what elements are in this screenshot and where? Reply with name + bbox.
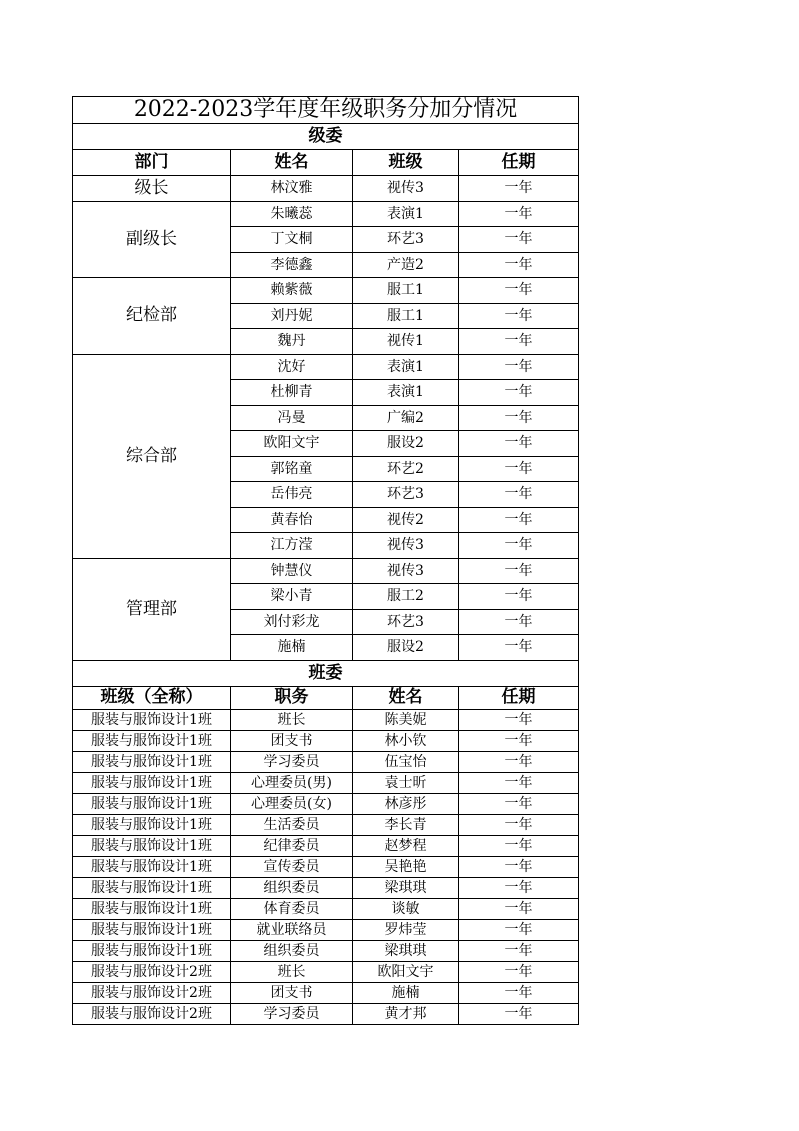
class-cell: 服设2 [353, 635, 459, 661]
class-cell: 视传3 [353, 558, 459, 584]
table-body [73, 97, 579, 1025]
dept-cell: 副级长 [73, 201, 231, 278]
class-cell: 环艺3 [353, 482, 459, 508]
table-row [73, 730, 579, 751]
name-cell: 梁琪琪 [353, 877, 459, 898]
name-cell: 杜柳青 [231, 380, 353, 406]
role-cell: 班长 [231, 961, 353, 982]
term-cell: 一年 [459, 982, 579, 1003]
table-row [73, 751, 579, 772]
role-cell: 生活委员 [231, 814, 353, 835]
name-cell: 沈好 [231, 354, 353, 380]
term-cell: 一年 [459, 709, 579, 730]
name-cell: 林彦彤 [353, 793, 459, 814]
term-cell: 一年 [459, 898, 579, 919]
term-cell: 一年 [459, 584, 579, 610]
name-cell: 罗炜莹 [353, 919, 459, 940]
column-header-name: 姓名 [231, 150, 353, 176]
term-cell: 一年 [459, 961, 579, 982]
class-cell: 视传2 [353, 507, 459, 533]
role-cell: 体育委员 [231, 898, 353, 919]
term-cell: 一年 [459, 482, 579, 508]
column-header-term: 任期 [459, 150, 579, 176]
term-cell: 一年 [459, 278, 579, 304]
column-header-class-full: 班级（全称） [73, 686, 231, 709]
class-full-cell: 服装与服饰设计1班 [73, 940, 231, 961]
section-title-grade-committee: 级委 [73, 124, 579, 150]
dept-cell: 纪检部 [73, 278, 231, 355]
name-cell: 赵梦程 [353, 835, 459, 856]
header-row [73, 150, 579, 176]
class-full-cell: 服装与服饰设计1班 [73, 919, 231, 940]
term-cell: 一年 [459, 730, 579, 751]
dept-cell: 管理部 [73, 558, 231, 660]
term-cell: 一年 [459, 201, 579, 227]
term-cell: 一年 [459, 227, 579, 253]
table-row [73, 856, 579, 877]
term-cell: 一年 [459, 507, 579, 533]
name-cell: 梁琪琪 [353, 940, 459, 961]
term-cell: 一年 [459, 919, 579, 940]
role-cell: 团支书 [231, 730, 353, 751]
term-cell: 一年 [459, 405, 579, 431]
name-cell: 施楠 [353, 982, 459, 1003]
name-cell: 魏丹 [231, 329, 353, 355]
name-cell: 吴艳艳 [353, 856, 459, 877]
class-cell: 表演1 [353, 380, 459, 406]
class-full-cell: 服装与服饰设计2班 [73, 982, 231, 1003]
table-row [73, 898, 579, 919]
term-cell: 一年 [459, 635, 579, 661]
term-cell: 一年 [459, 751, 579, 772]
class-cell: 表演1 [353, 201, 459, 227]
table-row [73, 354, 579, 380]
section-title-class-committee: 班委 [73, 660, 579, 686]
name-cell: 丁文桐 [231, 227, 353, 253]
term-cell: 一年 [459, 533, 579, 559]
class-cell: 服工1 [353, 278, 459, 304]
term-cell: 一年 [459, 793, 579, 814]
class-cell: 环艺3 [353, 227, 459, 253]
table-row [73, 772, 579, 793]
class-full-cell: 服装与服饰设计1班 [73, 751, 231, 772]
name-cell: 林汶雅 [231, 176, 353, 202]
term-cell: 一年 [459, 176, 579, 202]
term-cell: 一年 [459, 252, 579, 278]
term-cell: 一年 [459, 940, 579, 961]
table-row [73, 814, 579, 835]
role-cell: 宣传委员 [231, 856, 353, 877]
name-cell: 陈美妮 [353, 709, 459, 730]
role-cell: 纪律委员 [231, 835, 353, 856]
column-header-name: 姓名 [353, 686, 459, 709]
name-cell: 刘付彩龙 [231, 609, 353, 635]
name-cell: 朱曦蕊 [231, 201, 353, 227]
name-cell: 郭铭童 [231, 456, 353, 482]
table-row [73, 877, 579, 898]
class-cell: 服工2 [353, 584, 459, 610]
class-cell: 环艺2 [353, 456, 459, 482]
name-cell: 伍宝怡 [353, 751, 459, 772]
table-row [73, 961, 579, 982]
term-cell: 一年 [459, 329, 579, 355]
name-cell: 钟慧仪 [231, 558, 353, 584]
term-cell: 一年 [459, 835, 579, 856]
term-cell: 一年 [459, 303, 579, 329]
name-cell: 李德鑫 [231, 252, 353, 278]
name-cell: 岳伟亮 [231, 482, 353, 508]
table-row [73, 278, 579, 304]
class-cell: 视传1 [353, 329, 459, 355]
role-cell: 心理委员(男) [231, 772, 353, 793]
term-cell: 一年 [459, 431, 579, 457]
dept-cell: 级长 [73, 176, 231, 202]
table-row [73, 176, 579, 202]
table-row [73, 919, 579, 940]
term-cell: 一年 [459, 772, 579, 793]
term-cell: 一年 [459, 856, 579, 877]
dept-cell: 综合部 [73, 354, 231, 558]
name-cell: 黄春怡 [231, 507, 353, 533]
name-cell: 林小钦 [353, 730, 459, 751]
class-full-cell: 服装与服饰设计1班 [73, 793, 231, 814]
header-row [73, 686, 579, 709]
role-cell: 组织委员 [231, 877, 353, 898]
class-cell: 视传3 [353, 533, 459, 559]
name-cell: 李长青 [353, 814, 459, 835]
term-cell: 一年 [459, 1003, 579, 1024]
name-cell: 江方滢 [231, 533, 353, 559]
sheet-title: 2022-2023学年度年级职务分加分情况 [73, 97, 579, 124]
name-cell: 冯曼 [231, 405, 353, 431]
term-cell: 一年 [459, 558, 579, 584]
table-row [73, 201, 579, 227]
term-cell: 一年 [459, 456, 579, 482]
term-cell: 一年 [459, 814, 579, 835]
duty-score-table [72, 96, 579, 1025]
table-row [73, 1003, 579, 1024]
role-cell: 学习委员 [231, 751, 353, 772]
class-full-cell: 服装与服饰设计2班 [73, 961, 231, 982]
class-cell: 表演1 [353, 354, 459, 380]
role-cell: 学习委员 [231, 1003, 353, 1024]
class-full-cell: 服装与服饰设计1班 [73, 856, 231, 877]
term-cell: 一年 [459, 877, 579, 898]
class-full-cell: 服装与服饰设计1班 [73, 814, 231, 835]
class-full-cell: 服装与服饰设计1班 [73, 772, 231, 793]
name-cell: 欧阳文宇 [231, 431, 353, 457]
table-row [73, 940, 579, 961]
name-cell: 袁士昕 [353, 772, 459, 793]
column-header-role: 职务 [231, 686, 353, 709]
role-cell: 心理委员(女) [231, 793, 353, 814]
name-cell: 赖紫薇 [231, 278, 353, 304]
table-row [73, 793, 579, 814]
class-cell: 广编2 [353, 405, 459, 431]
column-header-dept: 部门 [73, 150, 231, 176]
class-full-cell: 服装与服饰设计1班 [73, 709, 231, 730]
class-cell: 服设2 [353, 431, 459, 457]
name-cell: 欧阳文宇 [353, 961, 459, 982]
term-cell: 一年 [459, 354, 579, 380]
spreadsheet [72, 96, 578, 1025]
role-cell: 组织委员 [231, 940, 353, 961]
column-header-term: 任期 [459, 686, 579, 709]
class-full-cell: 服装与服饰设计1班 [73, 898, 231, 919]
table-row [73, 709, 579, 730]
class-cell: 环艺3 [353, 609, 459, 635]
role-cell: 就业联络员 [231, 919, 353, 940]
name-cell: 谈敏 [353, 898, 459, 919]
class-cell: 产造2 [353, 252, 459, 278]
class-cell: 视传3 [353, 176, 459, 202]
role-cell: 班长 [231, 709, 353, 730]
class-full-cell: 服装与服饰设计1班 [73, 877, 231, 898]
column-header-class: 班级 [353, 150, 459, 176]
class-full-cell: 服装与服饰设计2班 [73, 1003, 231, 1024]
table-row [73, 982, 579, 1003]
table-row [73, 835, 579, 856]
name-cell: 黄才邦 [353, 1003, 459, 1024]
name-cell: 施楠 [231, 635, 353, 661]
role-cell: 团支书 [231, 982, 353, 1003]
class-full-cell: 服装与服饰设计1班 [73, 730, 231, 751]
term-cell: 一年 [459, 609, 579, 635]
class-cell: 服工1 [353, 303, 459, 329]
name-cell: 梁小青 [231, 584, 353, 610]
table-row [73, 558, 579, 584]
class-full-cell: 服装与服饰设计1班 [73, 835, 231, 856]
term-cell: 一年 [459, 380, 579, 406]
name-cell: 刘丹妮 [231, 303, 353, 329]
